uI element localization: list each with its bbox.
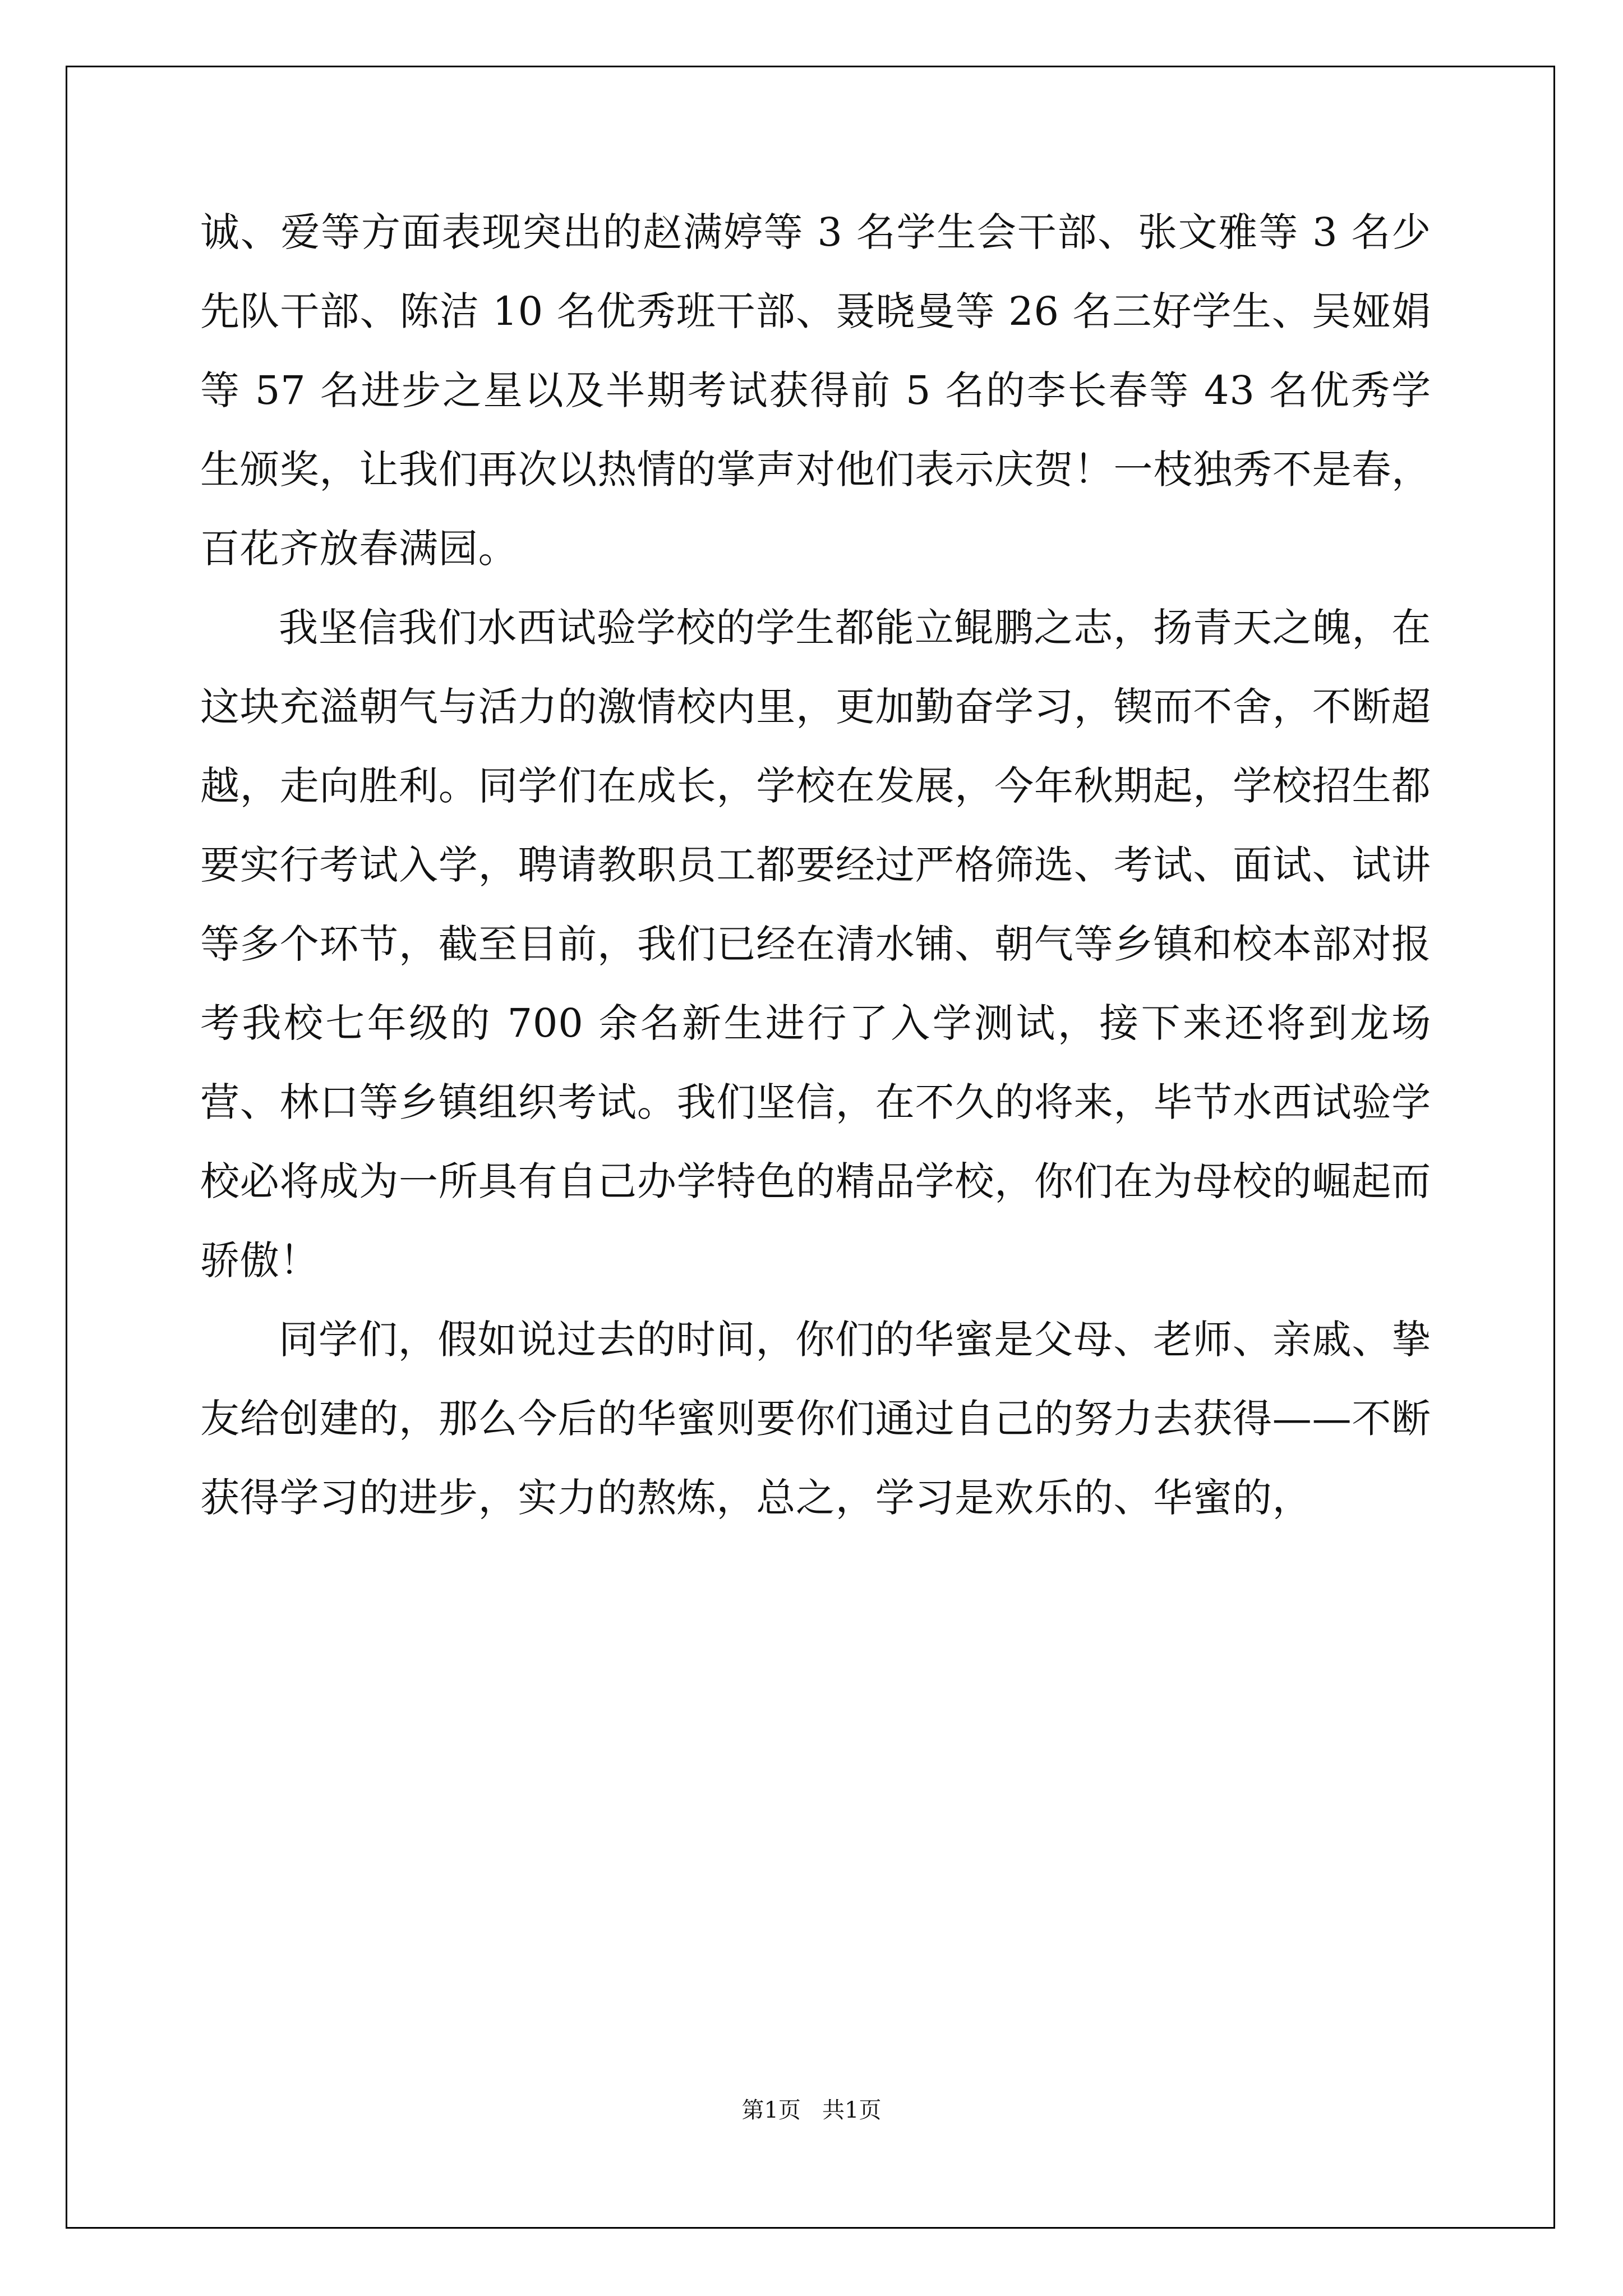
page-number-footer: 第1页 共1页: [741, 2097, 882, 2123]
paragraph-3: 同学们，假如说过去的时间，你们的华蜜是父母、老师、亲戚、挚友给创建的，那么今后的华蜜则要你们通过自己的努力去获得——不断获得学习的进步，实力的熬炼，总之，学习是欢乐的、华蜜的，: [200, 1317, 1431, 1521]
document-body: [200, 193, 1431, 1538]
paragraph-2: 我坚信我们水西试验学校的学生都能立鲲鹏之志，扬青天之魄，在这块充溢朝气与活力的激情校内里，更加勤奋学习，锲而不舍，不断超越，走向胜利。同学们在成长，学校在发展，今年秋期起，学校招生都要实行考试入学，聘请教职员工都要经过严格筛选、考试、面试、试讲等多个环节，截至目前，我们已经在清水铺、朝气等乡镇和校本部对报考我校七年级的 700 余名新生进行了入学测试，接下来还将到龙场营、林口等乡镇组织考试。我们坚信，在不久的将来，毕节水西试验学校必将成为一所具有自己办学特色的精品学校，你们在为母校的崛起而骄傲！: [200, 605, 1431, 1283]
paragraph-1: 诚、爱等方面表现突出的赵满婷等 3 名学生会干部、张文雅等 3 名少先队干部、陈洁 10 名优秀班干部、聂晓曼等 26 名三好学生、吴娅娟等 57 名进步之星以及半期考试获得前 5 名的李长春等 43 名优秀学生颁奖，让我们再次以热情的掌声对他们表示庆贺！一枝独秀不是春，百花齐放春满园。: [200, 209, 1431, 572]
